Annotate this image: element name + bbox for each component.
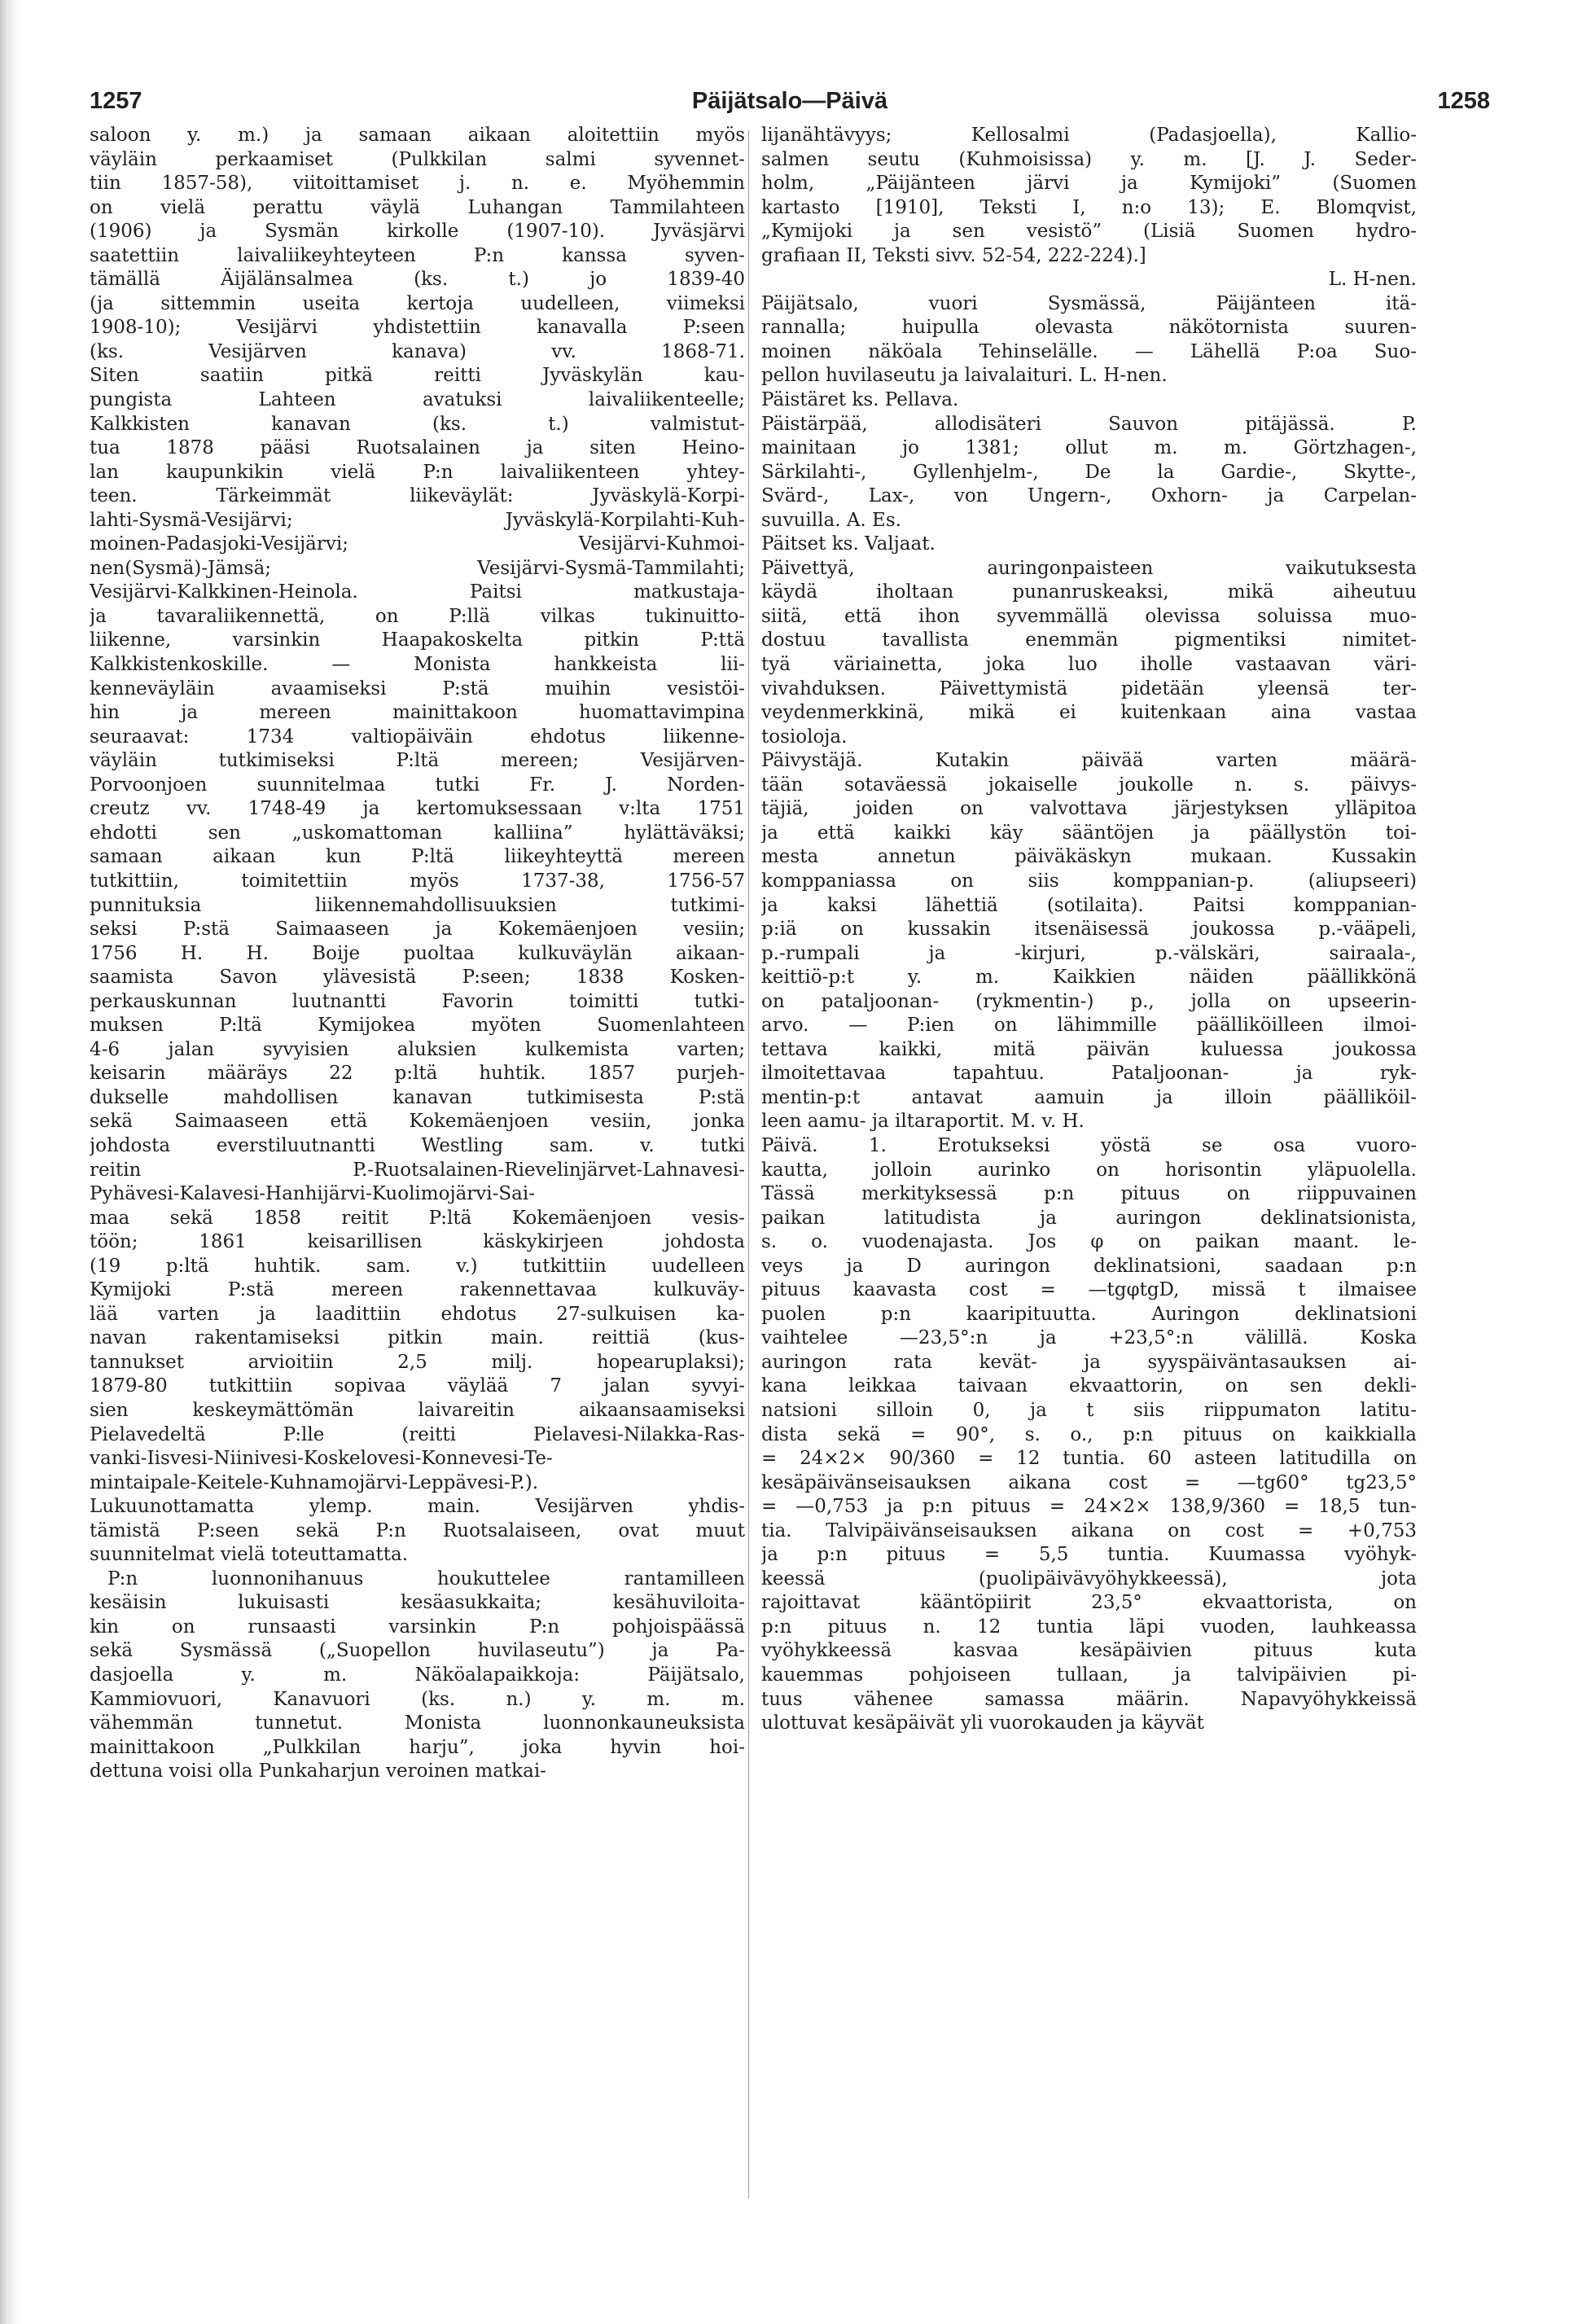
text-line: siitä, että ihon syvemmällä olevissa soluissa muo- (761, 605, 1417, 627)
text-line: vähemmän tunnetut. Monista luonnonkauneuksista (90, 1712, 745, 1734)
text-line: 4-6 jalan syvyisien aluksien kulkemista varten; (90, 1038, 745, 1060)
text-line: saamista Savon ylävesistä P:seen; 1838 Kosken- (90, 967, 745, 989)
text-line: Vesijärvi-Kalkkinen-Heinola. Paitsi matkustaja- (90, 581, 745, 603)
text-line: suvuilla. A. Es. (761, 509, 901, 531)
text-line: Tässä merkityksessä p:n pituus on riippuvainen (761, 1183, 1417, 1205)
text-line: maa sekä 1858 reitit P:ltä Kokemäenjoen vesis- (90, 1207, 745, 1229)
text-line: = —0,753 ja p:n pituus = 24×2× 138,9/360 = 18,5 tun- (761, 1496, 1417, 1518)
text-line: mainitaan jo 1381; ollut m. m. Görtzhagen-, (761, 437, 1417, 459)
page-number-right: 1258 (1437, 88, 1490, 114)
text-line: p:n pituus n. 12 tuntia läpi vuoden, lauhkeassa (761, 1616, 1417, 1638)
text-line: puolen p:n kaaripituutta. Auringon deklinatsioni (761, 1303, 1417, 1325)
text-line: ja tavaraliikennettä, on P:llä vilkas tukinuitto- (90, 605, 745, 627)
text-line: tua 1878 pääsi Ruotsalainen ja siten Heino- (90, 437, 745, 459)
text-line: keisarin määräys 22 p:ltä huhtik. 1857 purjeh- (90, 1063, 745, 1085)
scan-binding-edge (0, 0, 20, 2324)
text-line: komppaniassa on siis komppanian-p. (aliupseeri) (761, 870, 1417, 892)
text-line: creutz vv. 1748-49 ja kertomuksessaan v:lta 1751 (90, 798, 745, 820)
text-line: paikan latitudista ja auringon deklinatsionista, (761, 1207, 1417, 1229)
text-line: lijanähtävyys; Kellosalmi (Padasjoella), Kallio- (761, 125, 1417, 146)
text-line: vanki-Iisvesi-Niinivesi-Koskelovesi-Konnevesi-Te- (90, 1448, 553, 1470)
text-line: Päistärpää, allodisäteri Sauvon pitäjässä. P. (761, 413, 1417, 435)
text-line: moinen-Padasjoki-Vesijärvi; Vesijärvi-Kuhmoi- (90, 533, 745, 555)
text-line: pellon huvilaseutu ja laivalaituri. L. H-nen. (761, 365, 1168, 387)
text-line: salmen seutu (Kuhmoisissa) y. m. [J. J. Seder- (761, 148, 1417, 170)
text-line: ja kaksi lähettiä (sotilaita). Paitsi komppanian- (761, 894, 1417, 916)
text-line: 1756 H. H. Boije puoltaa kulkuväylän aikaan- (90, 942, 745, 964)
text-line: tyä väriainetta, joka luo iholle vastaavan väri- (761, 654, 1417, 676)
text-line: Päivä. 1. Erotukseksi yöstä se osa vuoro- (761, 1134, 1417, 1156)
text-line: ja että kaikki käy sääntöjen ja päällystön toi- (761, 822, 1417, 844)
text-line: vivahduksen. Päivettymistä pidetään yleensä ter- (761, 677, 1417, 699)
text-line: ulottuvat kesäpäivät yli vuorokauden ja käyvät (761, 1712, 1204, 1734)
text-line: punnituksia liikennemahdollisuuksien tutkimi- (90, 894, 745, 916)
text-line: vaihtelee —23,5°:n ja +23,5°:n välillä. Koska (761, 1327, 1417, 1349)
text-line: p:iä on kussakin itsenäisessä joukossa p.-vääpeli, (761, 919, 1417, 941)
text-line: veys ja D auringon deklinatsioni, saadaan p:n (761, 1255, 1417, 1277)
text-line: (1906) ja Sysmän kirkolle (1907-10). Jyväsjärvi (90, 221, 745, 243)
text-line: veydenmerkkinä, mikä ei kuitenkaan aina vastaa (761, 702, 1417, 724)
text-line: dukselle mahdollisen kanavan tutkimisesta P:stä (90, 1086, 745, 1108)
text-line: (ja sittemmin useita kertoja uudelleen, viimeksi (90, 292, 745, 314)
page-number-left: 1257 (90, 88, 142, 114)
text-line: sien keskeymättömän laivareitin aikaansaamiseksi (90, 1399, 745, 1421)
text-line: Kalkkisten kanavan (ks. t.) valmistut- (90, 413, 745, 435)
text-line: tämistä P:seen sekä P:n Ruotsalaiseen, ovat muut (90, 1519, 745, 1541)
text-line: saloon y. m.) ja samaan aikaan aloitettiin myös (90, 125, 745, 146)
text-line: kauemmas pohjoiseen tullaan, ja talvipäivien pi- (761, 1664, 1417, 1686)
text-line: mintaipale-Keitele-Kuhnamojärvi-Leppävesi-P.). (90, 1471, 539, 1493)
text-line: (19 p:ltä huhtik. sam. v.) tutkittiin uudelleen (90, 1255, 745, 1277)
text-line: kin on runsaasti varsinkin P:n pohjoispäässä (90, 1616, 745, 1638)
text-line: lan kaupunkikin vielä P:n laivaliikenteen yhtey- (90, 461, 745, 483)
text-line: kautta, jolloin aurinko on horisontin yläpuolella. (761, 1159, 1417, 1181)
text-line: L. H-nen. (1328, 269, 1417, 291)
text-line: keessä (puolipäivävyöhykkeessä), jota (761, 1568, 1417, 1590)
text-line: töön; 1861 keisarillisen käskykirjeen johdosta (90, 1231, 745, 1253)
text-line: 1908-10); Vesijärvi yhdistettiin kanavalla P:seen (90, 317, 745, 339)
text-line: 1879-80 tutkittiin sopivaa väylää 7 jalan syvyi- (90, 1375, 745, 1397)
text-line: on vielä perattu väylä Luhangan Tammilahteen (90, 196, 745, 218)
text-line: Lukuunottamatta ylemp. main. Vesijärven yhdis- (90, 1496, 745, 1518)
text-line: arvo. — P:ien on lähimmille päälliköilleen ilmoi- (761, 1015, 1417, 1037)
text-line: on pataljoonan- (rykmentin-) p., jolla on upseerin- (761, 990, 1417, 1012)
text-line: väyläin tutkimiseksi P:ltä mereen; Vesijärven- (90, 750, 745, 772)
text-line: sekä Saimaaseen että Kokemäenjoen vesiin, jonka (90, 1111, 745, 1133)
text-line: Särkilahti-, Gyllenhjelm-, De la Gardie-, Skytte-, (761, 461, 1417, 483)
text-line: seuraavat: 1734 valtiopäiväin ehdotus liikenne- (90, 726, 745, 748)
text-line: Kalkkistenkoskille. — Monista hankkeista lii- (90, 654, 745, 676)
text-line: navan rakentamiseksi pitkin main. reittiä (kus- (90, 1327, 745, 1349)
text-line: s. o. vuodenajasta. Jos φ on paikan maant. le- (761, 1231, 1417, 1253)
text-line: leen aamu- ja iltaraportit. M. v. H. (761, 1111, 1085, 1133)
text-line: Kammiovuori, Kanavuori (ks. n.) y. m. m. (90, 1688, 745, 1710)
text-line: kenneväyläin avaamiseksi P:stä muihin vesistöi- (90, 677, 745, 699)
text-line: Siten saatiin pitkä reitti Jyväskylän kau- (90, 365, 745, 387)
text-line: nen(Sysmä)-Jämsä; Vesijärvi-Sysmä-Tammilahti; (90, 557, 745, 579)
text-line: Pielavedeltä P:lle (reitti Pielavesi-Nilakka-Ras- (90, 1423, 745, 1445)
text-line: väyläin perkaamiset (Pulkkilan salmi syvennet- (90, 148, 745, 170)
text-line: dostuu tavallista enemmän pigmentiksi nimitet- (761, 629, 1417, 651)
text-line: Päivystäjä. Kutakin päivää varten määrä- (761, 750, 1417, 772)
text-line: Päitset ks. Valjaat. (761, 533, 936, 555)
text-line: Kymijoki P:stä mereen rakennettavaa kulkuväy- (90, 1279, 745, 1301)
text-line: = 24×2× 90/360 = 12 tuntia. 60 asteen latitudilla on (761, 1448, 1417, 1470)
text-line: tutkittiin, toimitettiin myös 1737-38, 1756-57 (90, 870, 745, 892)
text-line: pungista Lahteen avatuksi laivaliikenteelle; (90, 389, 745, 411)
text-line: kartasto [1910], Teksti I, n:o 13); E. Blomqvist, (761, 196, 1417, 218)
text-line: käydä iholtaan punanruskeaksi, mikä aiheutuu (761, 581, 1417, 603)
text-line: vyöhykkeessä kasvaa kesäpäivien pituus kuta (761, 1640, 1417, 1662)
column-divider (748, 130, 749, 2199)
text-line: muksen P:ltä Kymijokea myöten Suomenlahteen (90, 1015, 745, 1037)
text-line: lää varten ja laadittiin ehdotus 27-sulkuisen ka- (90, 1303, 745, 1325)
text-line: tosioloja. (761, 726, 848, 748)
text-line: sekä Sysmässä („Suopellon huvilaseutu”) ja Pa- (90, 1640, 745, 1662)
text-line: Pyhävesi-Kalavesi-Hanhijärvi-Kuolimojärvi-Sai- (90, 1183, 536, 1205)
text-line: tiin 1857-58), viitoittamiset j. n. e. Myöhemmin (90, 173, 745, 195)
text-line: dista sekä = 90°, s. o., p:n pituus on kaikkialla (761, 1423, 1417, 1445)
text-line: dasjoella y. m. Näköalapaikkoja: Päijätsalo, (90, 1664, 745, 1686)
text-line: tia. Talvipäivänseisauksen aikana on cost = +0,753 (761, 1519, 1417, 1541)
text-line: ehdotti sen „uskomattoman kalliina” hylättäväksi; (90, 822, 745, 844)
text-line: rannalla; huipulla olevasta näkötornista suuren- (761, 317, 1417, 339)
running-header (90, 88, 1490, 121)
text-line: saatettiin laivaliikeyhteyteen P:n kanssa syven- (90, 244, 745, 266)
header-title: Päijätsalo—Päivä (691, 88, 888, 114)
text-line: teen. Tärkeimmät liikeväylät: Jyväskylä-Korpi- (90, 485, 745, 507)
text-line: tään sotaväessä jokaiselle joukolle n. s. päivys- (761, 774, 1417, 796)
text-line: Päivettyä, auringonpaisteen vaikutuksesta (761, 557, 1417, 579)
text-line: moinen näköala Tehinselälle. — Lähellä P:oa Suo- (761, 340, 1417, 362)
text-line: suunnitelmat vielä toteuttamatta. (90, 1544, 409, 1566)
text-line: perkauskunnan luutnantti Favorin toimitti tutki- (90, 990, 745, 1012)
text-line: keittiö-p:t y. m. Kaikkien näiden päällikkönä (761, 967, 1417, 989)
text-line: täjiä, joiden on valvottava järjestyksen ylläpitoa (761, 798, 1417, 820)
text-line: kesäpäivänseisauksen aikana cost = —tg60° tg23,5° (761, 1471, 1417, 1493)
text-line: „Kymijoki ja sen vesistö” (Lisiä Suomen hydro- (761, 221, 1417, 243)
text-line: tuus vähenee samassa määrin. Napavyöhykkeissä (761, 1688, 1417, 1710)
text-line: lahti-Sysmä-Vesijärvi; Jyväskylä-Korpilahti-Kuh- (90, 509, 745, 531)
text-line: ilmoitettavaa tapahtuu. Pataljoonan- ja ryk- (761, 1063, 1417, 1085)
right-column (761, 124, 1417, 1736)
text-line: kana leikkaa taivaan ekvaattorin, on sen dekli- (761, 1375, 1417, 1397)
text-line: (ks. Vesijärven kanava) vv. 1868-71. (90, 340, 745, 362)
text-line: hin ja mereen mainittakoon huomattavimpina (90, 702, 745, 724)
text-line: pituus kaavasta cost = —tgφtgD, missä t ilmaisee (761, 1279, 1417, 1301)
text-line: tettava kaikki, mitä päivän kuluessa joukossa (761, 1038, 1417, 1060)
text-line: Porvoonjoen suunnitelmaa tutki Fr. J. Norden- (90, 774, 745, 796)
text-line: p.-rumpali ja -kirjuri, p.-välskäri, sairaala-, (761, 942, 1417, 964)
text-line: dettuna voisi olla Punkaharjun veroinen matkai- (90, 1761, 546, 1782)
text-line: johdosta everstiluutnantti Westling sam. v. tutki (90, 1134, 745, 1156)
text-line: holm, „Päijänteen järvi ja Kymijoki” (Suomen (761, 173, 1417, 195)
text-line: tannukset arvioitiin 2,5 milj. hopearuplaksi); (90, 1351, 745, 1373)
text-line: liikenne, varsinkin Haapakoskelta pitkin P:ttä (90, 629, 745, 651)
text-line: reitin P.-Ruotsalainen-Rievelinjärvet-Lahnavesi- (90, 1159, 745, 1181)
text-line: auringon rata kevät- ja syyspäiväntasauksen ai- (761, 1351, 1417, 1373)
left-column (90, 124, 745, 1784)
text-line: rajoittavat kääntöpiirit 23,5° ekvaattorista, on (761, 1592, 1417, 1614)
text-line: ja p:n pituus = 5,5 tuntia. Kuumassa vyöhyk- (761, 1544, 1417, 1566)
text-line: mesta annetun päiväkäskyn mukaan. Kussakin (761, 846, 1417, 868)
text-line: Päijätsalo, vuori Sysmässä, Päijänteen itä- (761, 292, 1417, 314)
text-line: tämällä Äijälänsalmea (ks. t.) jo 1839-40 (90, 269, 745, 291)
text-line: seksi P:stä Saimaaseen ja Kokemäenjoen vesiin; (90, 919, 745, 941)
text-line: grafiaan II, Teksti sivv. 52-54, 222-224).] (761, 244, 1146, 266)
text-line: samaan aikaan kun P:ltä liikeyhteyttä mereen (90, 846, 745, 868)
text-line: mentin-p:t antavat aamuin ja illoin päälliköil- (761, 1086, 1417, 1108)
text-line: natsioni silloin 0, ja t siis riippumaton latitu- (761, 1399, 1417, 1421)
text-line: mainittakoon „Pulkkilan harju”, joka hyvin hoi- (90, 1736, 745, 1758)
text-line: Päistäret ks. Pellava. (761, 389, 959, 411)
text-line: P:n luonnonihanuus houkuttelee rantamilleen (107, 1568, 745, 1590)
text-line: kesäisin lukuisasti kesäasukkaita; kesähuviloita- (90, 1592, 745, 1614)
text-line: Svärd-, Lax-, von Ungern-, Oxhorn- ja Carpelan- (761, 485, 1417, 507)
